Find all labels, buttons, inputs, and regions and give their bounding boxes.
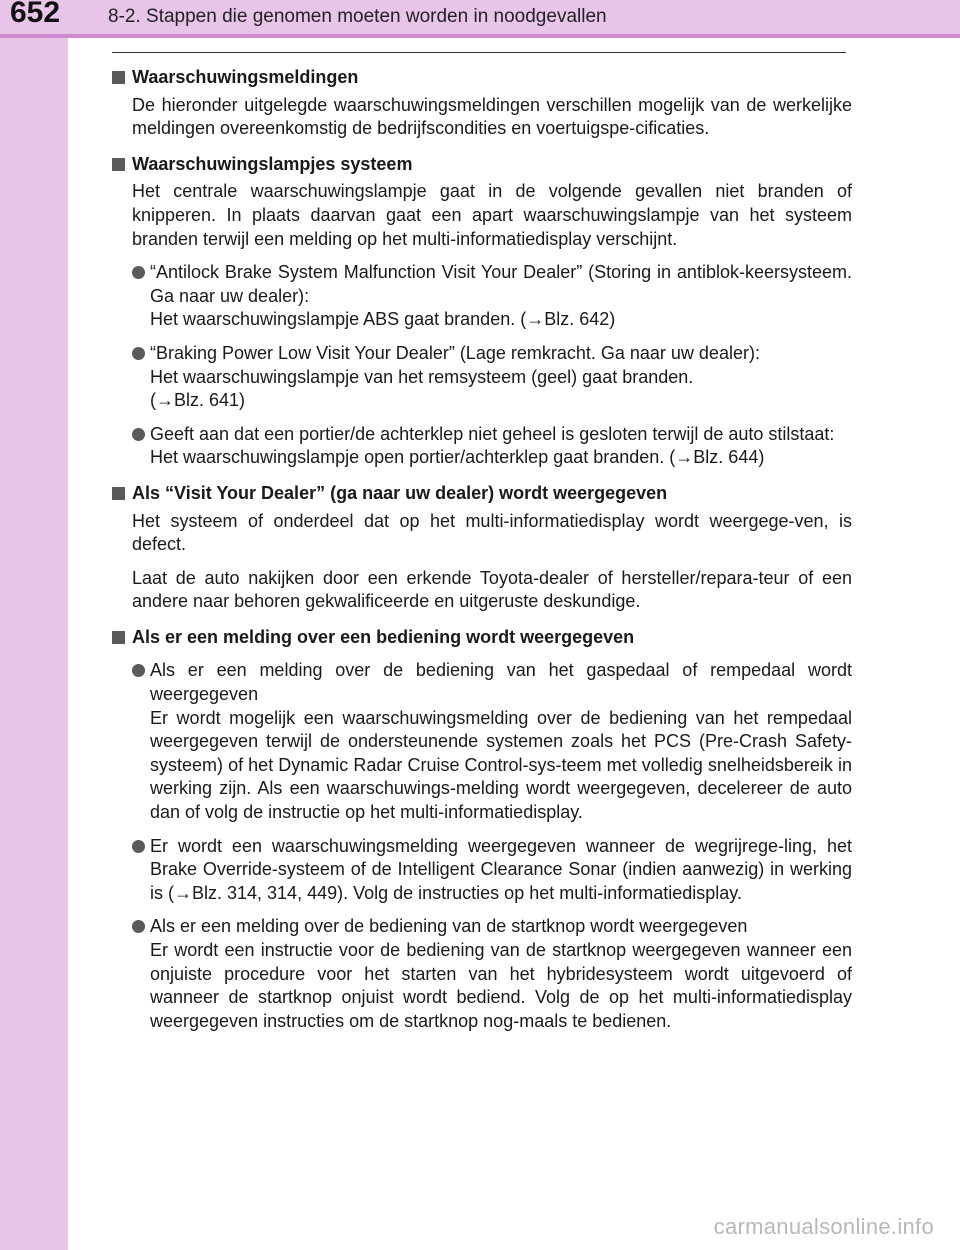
section-visit-dealer [112, 482, 852, 614]
list-item-text: Er wordt een waarschuwingsmelding weergegeven wanneer de wegrijrege-ling, het Brake Override-systeem of de Intelligent Clearance Sonar (indien aanwezig) in werking is (→Blz. 314, 314, 449). Volg de instructies op het multi-informatiedisplay. [150, 835, 852, 903]
watermark: carmanualsonline.info [713, 1214, 934, 1239]
section-heading: Waarschuwingslampjes systeem [132, 153, 413, 174]
list-item-text: Er wordt mogelijk een waarschuwingsmelding over de bediening van het rempedaal weergegeven terwijl de ondersteunende systemen zoals het PCS (Pre-Crash Safety-systeem) of het Dynamic Radar Cruise Control-sys-teem met volledig snelheidsbereik in werking zijn. Als een waarschuwings-melding wordt weergegeven, decelereer de auto dan of volg de instructie op het multi-informatiedisplay. [150, 707, 852, 823]
paragraph: De hieronder uitgelegde waarschuwingsmeldingen verschillen mogelijk van de werkelijke meldingen overeenkomstig de bedrijfscondities en voertuigspe-cificaties. [132, 94, 852, 139]
list-item [132, 423, 852, 470]
round-bullet-icon [132, 920, 145, 933]
list-item-text: (→Blz. 641) [150, 390, 246, 411]
list-item-text: Geeft aan dat een portier/de achterklep niet geheel is gesloten terwijl de auto stilstaat: [150, 423, 835, 444]
round-bullet-icon [132, 347, 145, 360]
list-item-text: “Braking Power Low Visit Your Dealer” (Lage remkracht. Ga naar uw dealer): [150, 342, 760, 363]
paragraph: Het systeem of onderdeel dat op het multi-informatiedisplay wordt weergege-ven, is defect. [132, 510, 852, 555]
square-bullet-icon [112, 631, 125, 644]
square-bullet-icon [112, 487, 125, 500]
list-item-text: “Antilock Brake System Malfunction Visit Your Dealer” (Storing in antiblok-keersysteem. Ga naar uw dealer): [150, 262, 852, 306]
round-bullet-icon [132, 428, 145, 441]
section-warning-lights [112, 153, 852, 470]
list-item [132, 915, 852, 1033]
list-item-text: Het waarschuwingslampje ABS gaat branden. (→Blz. 642) [150, 309, 616, 330]
section-title: 8-2. Stappen die genomen moeten worden in noodgevallen [108, 6, 607, 27]
list-item [132, 261, 852, 332]
top-rule [112, 52, 846, 53]
side-tab [0, 0, 68, 1250]
list-item-text: Het waarschuwingslampje open portier/achterklep gaat branden. (→Blz. 644) [150, 447, 765, 468]
square-bullet-icon [112, 158, 125, 171]
section-heading: Als er een melding over een bediening wordt weergegeven [132, 626, 635, 647]
round-bullet-icon [132, 664, 145, 677]
round-bullet-icon [132, 266, 145, 279]
section-heading: Waarschuwingsmeldingen [132, 67, 359, 87]
section-warnings [112, 66, 852, 141]
page-number: 652 [10, 0, 61, 29]
header-line [0, 34, 960, 38]
section-operation-message [112, 626, 852, 1034]
paragraph: Het centrale waarschuwingslampje gaat in de volgende gevallen niet branden of knipperen. In plaats daarvan gaat een apart waarschuwingslampje van het systeem branden terwijl een melding op het multi-informatiedisplay verschijnt. [132, 181, 852, 249]
section-heading: Als “Visit Your Dealer” (ga naar uw dealer) wordt weergegeven [132, 482, 668, 503]
paragraph: Laat de auto nakijken door een erkende Toyota-dealer of hersteller/repara-teur of een andere naar behoren gekwalificeerde en uitgeruste deskundige. [132, 567, 852, 612]
square-bullet-icon [112, 71, 125, 84]
list-item [132, 659, 852, 824]
list-item [132, 835, 852, 906]
content [112, 66, 852, 1045]
list-item-text: Er wordt een instructie voor de bediening van de startknop weergegeven wanneer een onjuiste procedure voor het starten van het hybridesysteem wordt uitgevoerd of wanneer de startknop onjuist wordt bediend. Volg de op het multi-informatiedisplay weergegeven instructies om de startknop nog-maals te bedienen. [150, 940, 852, 1031]
round-bullet-icon [132, 840, 145, 853]
list-item-text: Als er een melding over de bediening van het gaspedaal of rempedaal wordt weergegeven [150, 660, 852, 705]
list-item-text: Als er een melding over de bediening van de startknop wordt weergegeven [150, 916, 748, 937]
list-item-text: Het waarschuwingslampje van het remsysteem (geel) gaat branden. [150, 366, 694, 387]
list-item [132, 342, 852, 413]
